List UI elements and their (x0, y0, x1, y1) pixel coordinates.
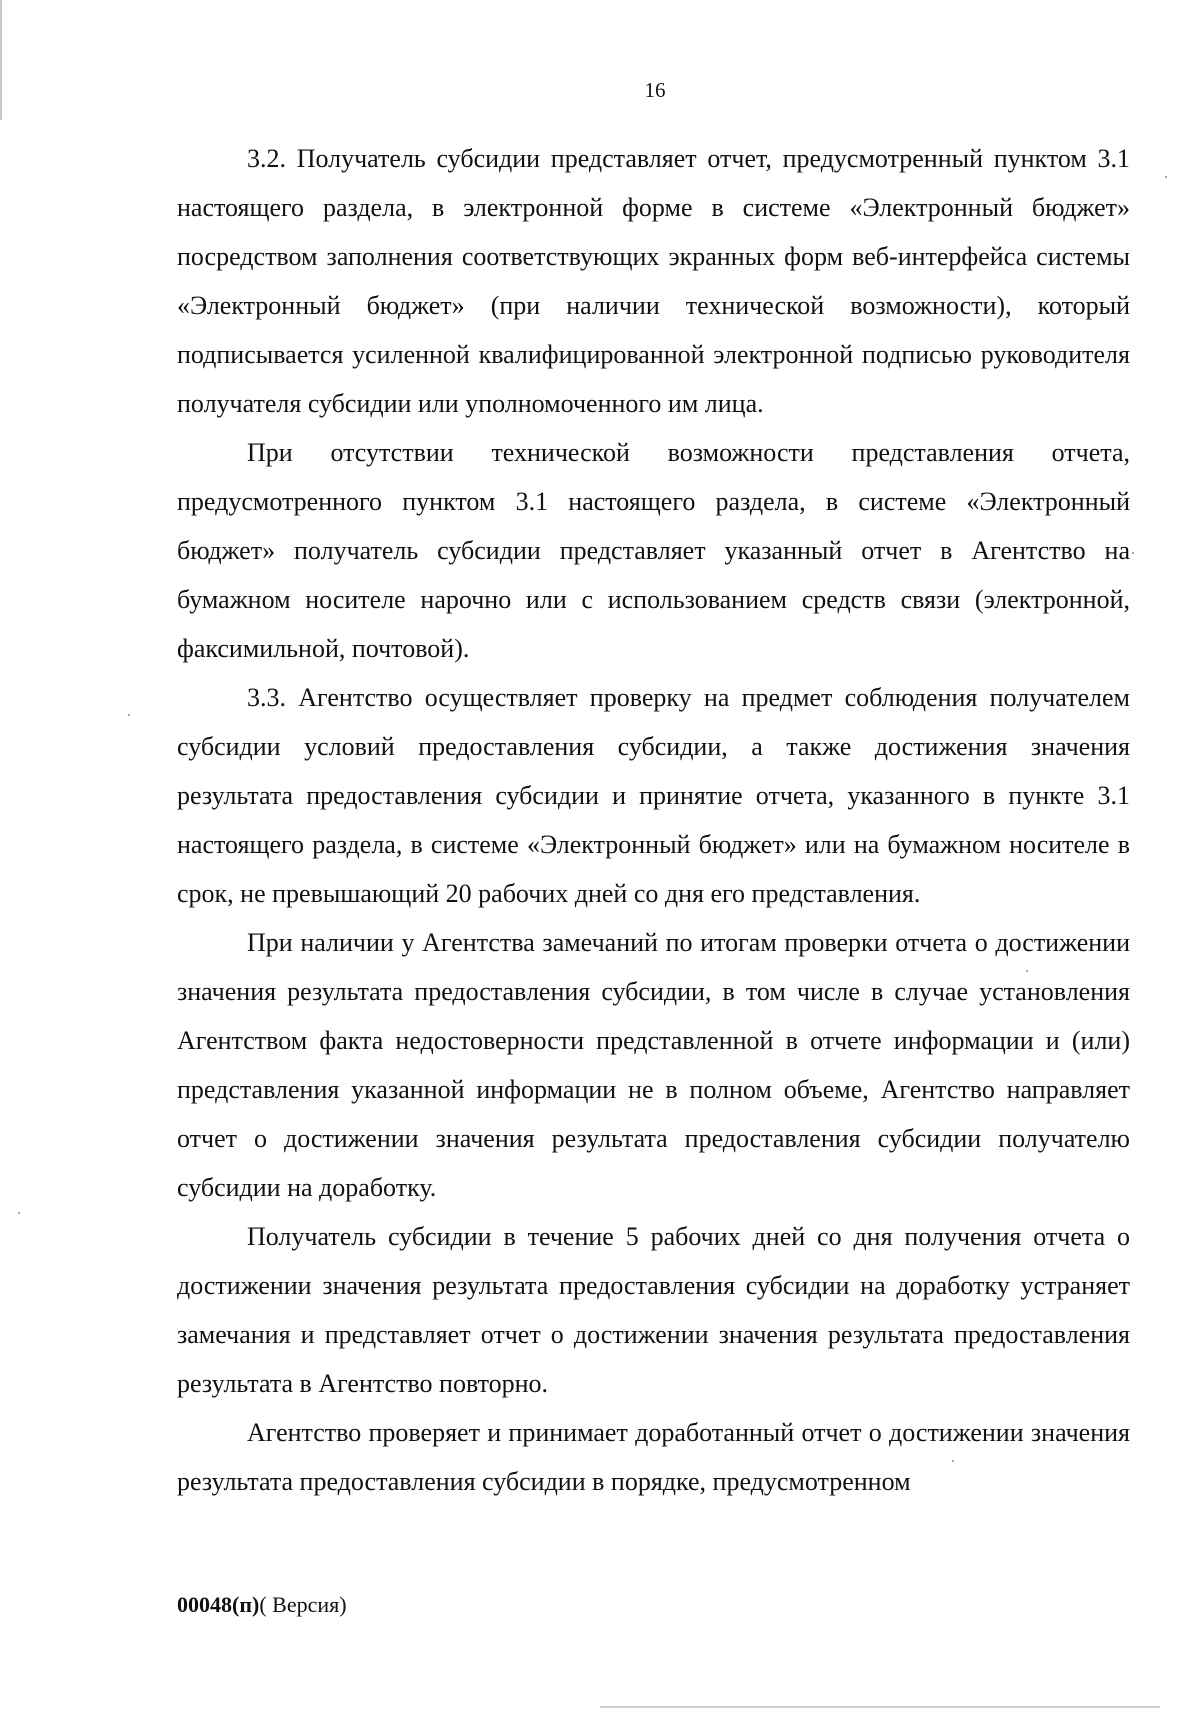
document-code-number: 00048(п) (177, 1592, 260, 1617)
paragraph-3-3: 3.3. Агентство осуществляет проверку на предмет соблюдения получателем субсидии условий предоставления субсидии, а также достижения значения результата предоставления субсидии и принятие отчета, указанного в пункте 3.1 настоящего раздела, в системе «Электронный бюджет» или на бумажном носителе в срок, не превышающий 20 рабочих дней со дня его представления. (177, 683, 1130, 908)
paragraph-recipient-revision: Получатель субсидии в течение 5 рабочих дней со дня получения отчета о достижении значения результата предоставления субсидии на доработку устраняет замечания и представляет отчет о достижении значения результата предоставления результата в Агентство повторно. (177, 1222, 1130, 1398)
scan-speck (1026, 970, 1028, 972)
document-body (177, 134, 1130, 1506)
document-code-version: ( Версия) (259, 1592, 347, 1617)
scan-bottom-edge (600, 1706, 1160, 1708)
scan-speck (128, 714, 130, 716)
scan-speck (1132, 552, 1134, 554)
paragraph-3-2: 3.2. Получатель субсидии представляет отчет, предусмотренный пунктом 3.1 настоящего раздела, в электронной форме в системе «Электронный бюджет» посредством заполнения соответствующих экранных форм веб-интерфейса системы «Электронный бюджет» (при наличии технической возможности), который подписывается усиленной квалифицированной электронной подписью руководителя получателя субсидии или уполномоченного им лица. (177, 144, 1130, 418)
paragraph-agency-remarks: При наличии у Агентства замечаний по итогам проверки отчета о достижении значения результата предоставления субсидии, в том числе в случае установления Агентством факта недостоверности представленной в отчете информации и (или) представления указанной информации не в полном объеме, Агентство направляет отчет о достижении значения результата предоставления субсидии получателю субсидии на доработку. (177, 928, 1130, 1202)
page-number: 16 (644, 78, 666, 102)
paragraph-agency-acceptance: Агентство проверяет и принимает доработанный отчет о достижении значения результата предоставления субсидии в порядке, предусмотренном (177, 1418, 1130, 1496)
scan-speck (18, 1212, 20, 1214)
document-code (177, 1592, 347, 1618)
scan-speck (952, 1460, 954, 1462)
scan-speck (1165, 176, 1167, 178)
paragraph-no-technical-possibility: При отсутствии технической возможности представления отчета, предусмотренного пунктом 3.1 настоящего раздела, в системе «Электронный бюджет» получатель субсидии представляет указанный отчет в Агентство на бумажном носителе нарочно или с использованием средств связи (электронной, факсимильной, почтовой). (177, 438, 1130, 663)
